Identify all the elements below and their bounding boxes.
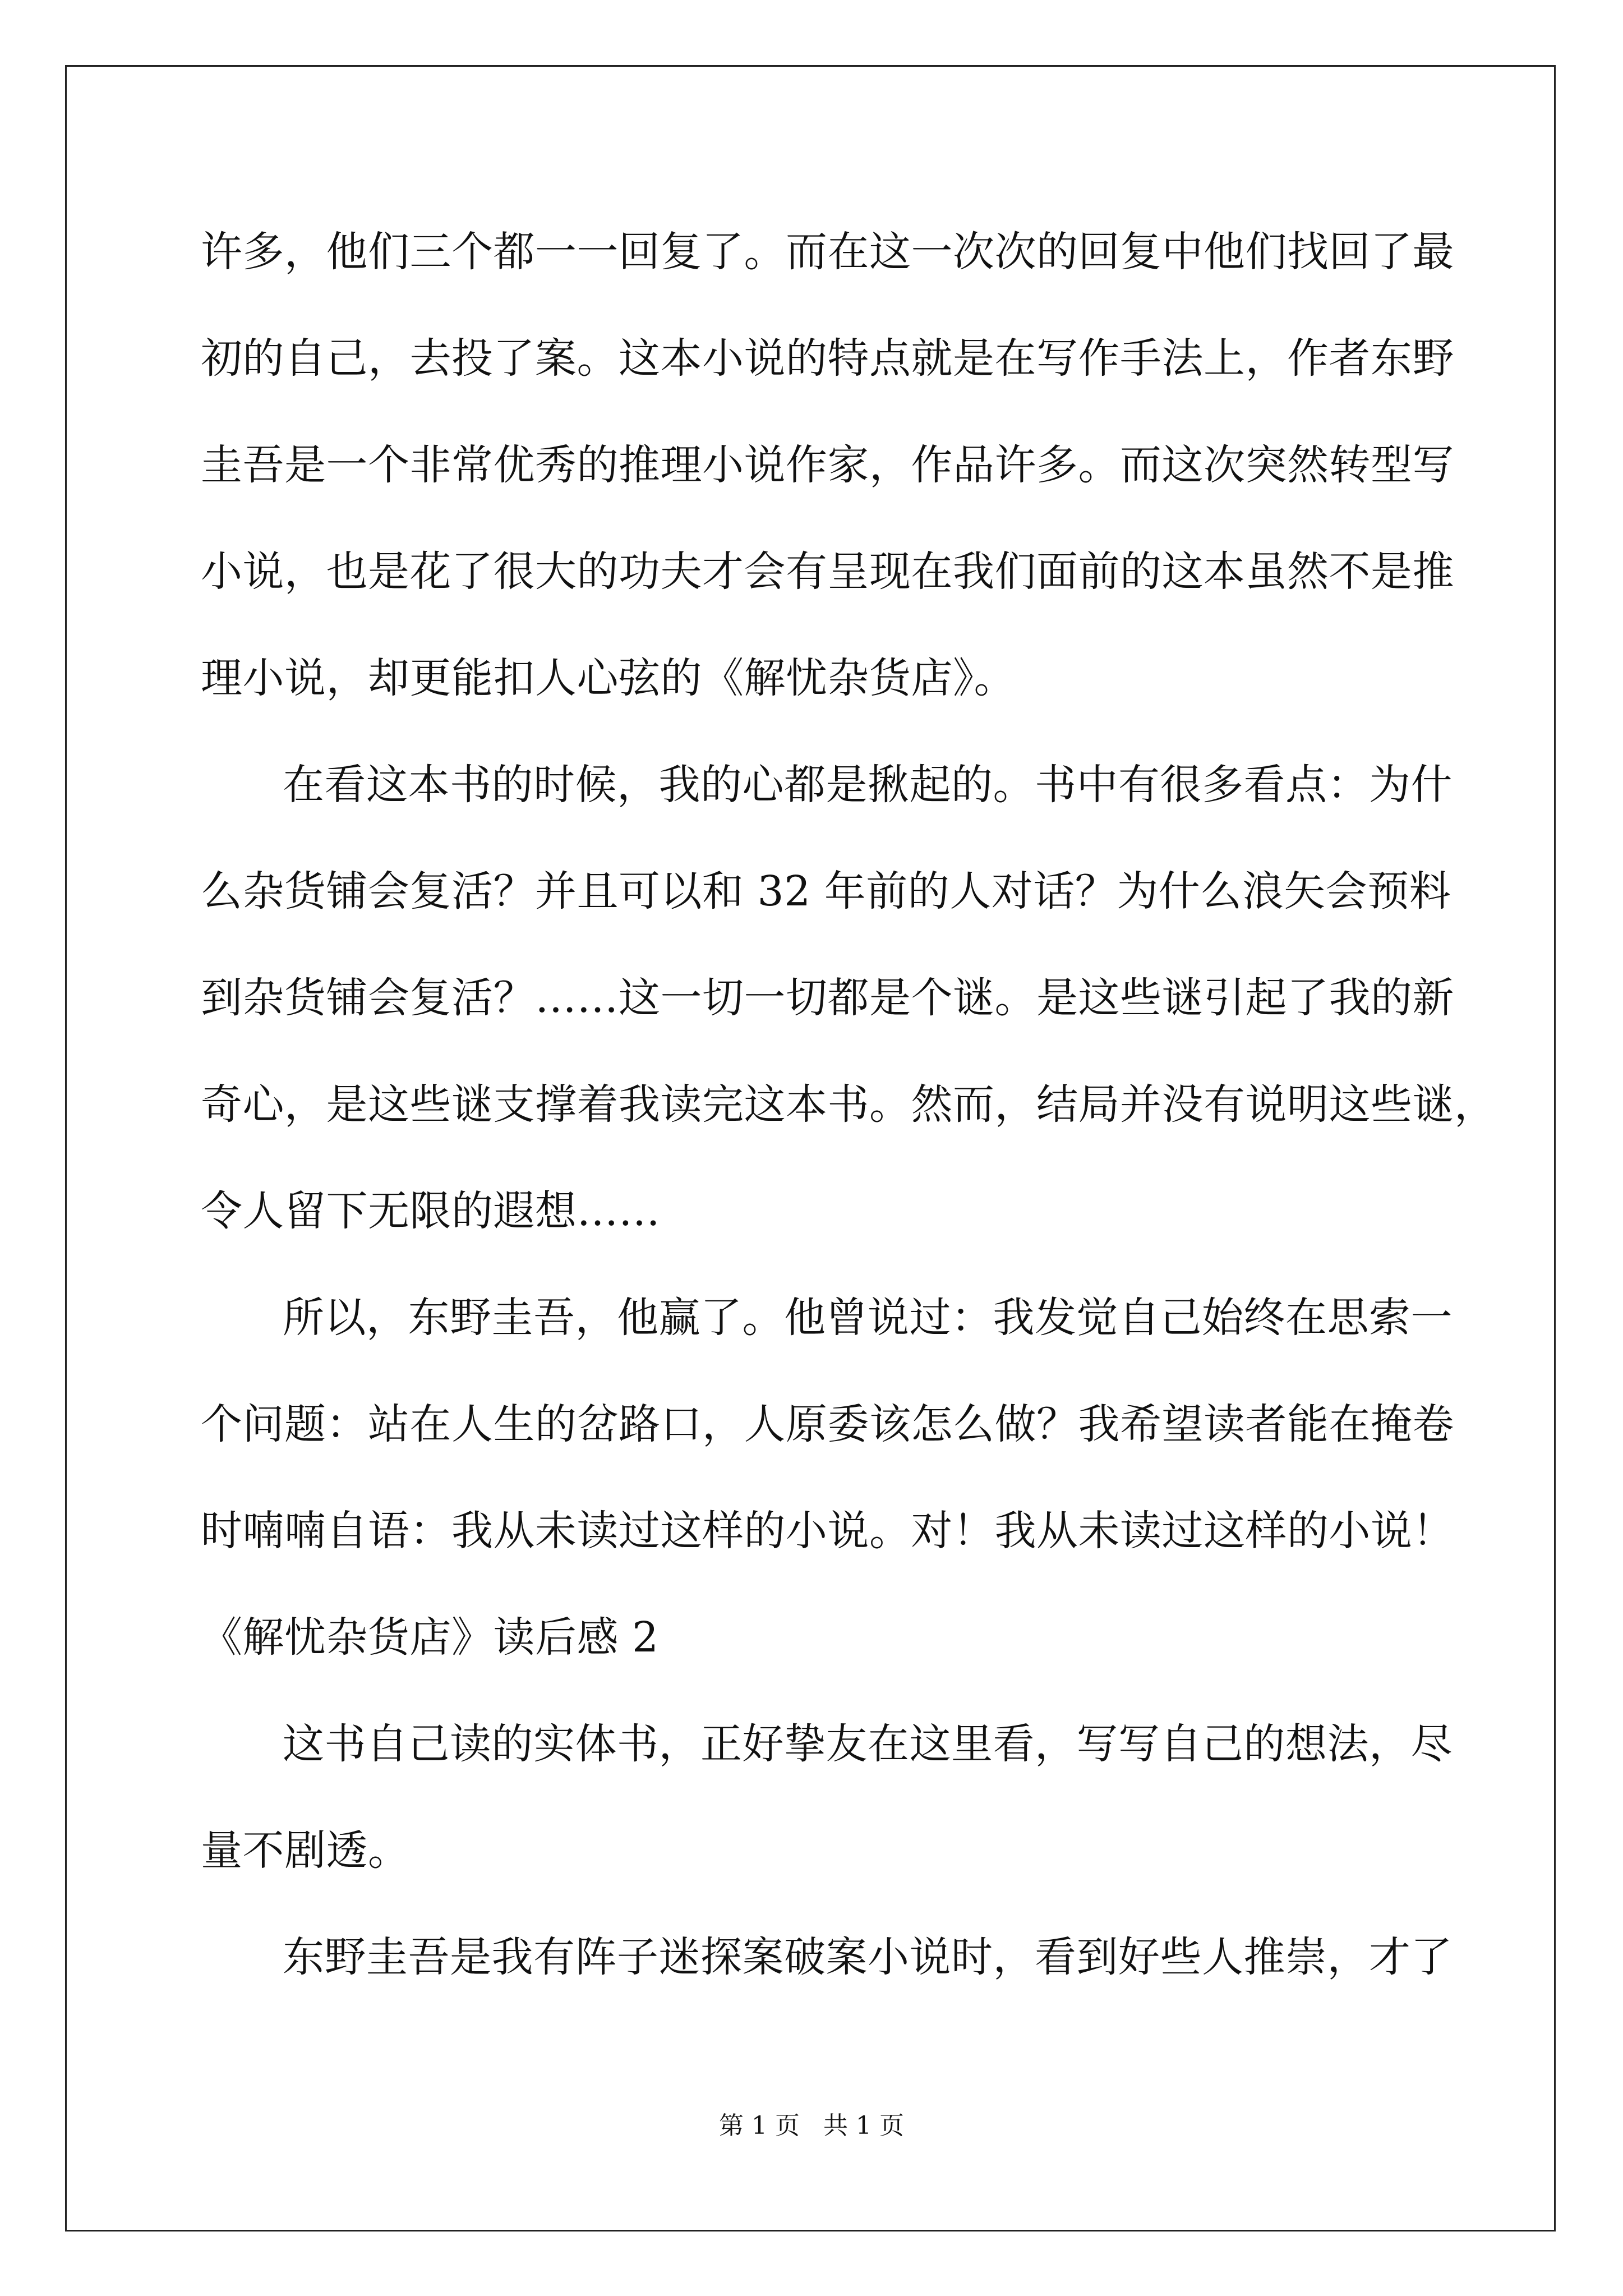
- paragraph-line: 东野圭吾是我有阵子迷探案破案小说时，看到好些人推崇，才了: [283, 1933, 1453, 1981]
- page-number-current: 第 1 页: [719, 2111, 800, 2140]
- paragraph-line: 理小说，却更能扣人心弦的《解忧杂货店》。: [201, 654, 1016, 702]
- paragraph-line: 个问题：站在人生的岔路口，人原委该怎么做？我希望读者能在掩卷: [201, 1400, 1454, 1448]
- paragraph-line: 令人留下无限的遐想……: [201, 1187, 661, 1235]
- paragraph-line: 小说，也是花了很大的功夫才会有呈现在我们面前的这本虽然不是推: [201, 547, 1454, 596]
- paragraph-line: 这书自己读的实体书，正好挚友在这里看，写写自己的想法，尽: [283, 1720, 1453, 1768]
- paragraph-line: 初的自己，去投了案。这本小说的特点就是在写作手法上，作者东野: [201, 334, 1454, 383]
- page-footer: [0, 2109, 1623, 2143]
- paragraph-line: 么杂货铺会复活？并且可以和 32 年前的人对话？为什么浪矢会预料: [201, 867, 1451, 915]
- paragraph-line: 时喃喃自语：我从未读过这样的小说。对！我从未读过这样的小说！: [201, 1507, 1454, 1555]
- paragraph-line: 在看这本书的时候，我的心都是揪起的。书中有很多看点：为什: [283, 761, 1453, 809]
- paragraph-line: 所以，东野圭吾，他赢了。他曾说过：我发觉自己始终在思索一: [283, 1294, 1453, 1342]
- page-number-total: 共 1 页: [823, 2111, 904, 2140]
- paragraph-line: 到杂货铺会复活？……这一切一切都是个谜。是这些谜引起了我的新: [201, 974, 1454, 1022]
- paragraph-line: 奇心，是这些谜支撑着我读完这本书。然而，结局并没有说明这些谜，: [201, 1080, 1496, 1129]
- paragraph-line: 圭吾是一个非常优秀的推理小说作家，作品许多。而这次突然转型写: [201, 441, 1454, 489]
- paragraph-line: 量不剧透。: [201, 1826, 410, 1875]
- section-heading: 《解忧杂货店》读后感 2: [201, 1613, 659, 1662]
- paragraph-line: 许多，他们三个都一一回复了。而在这一次次的回复中他们找回了最: [201, 228, 1454, 276]
